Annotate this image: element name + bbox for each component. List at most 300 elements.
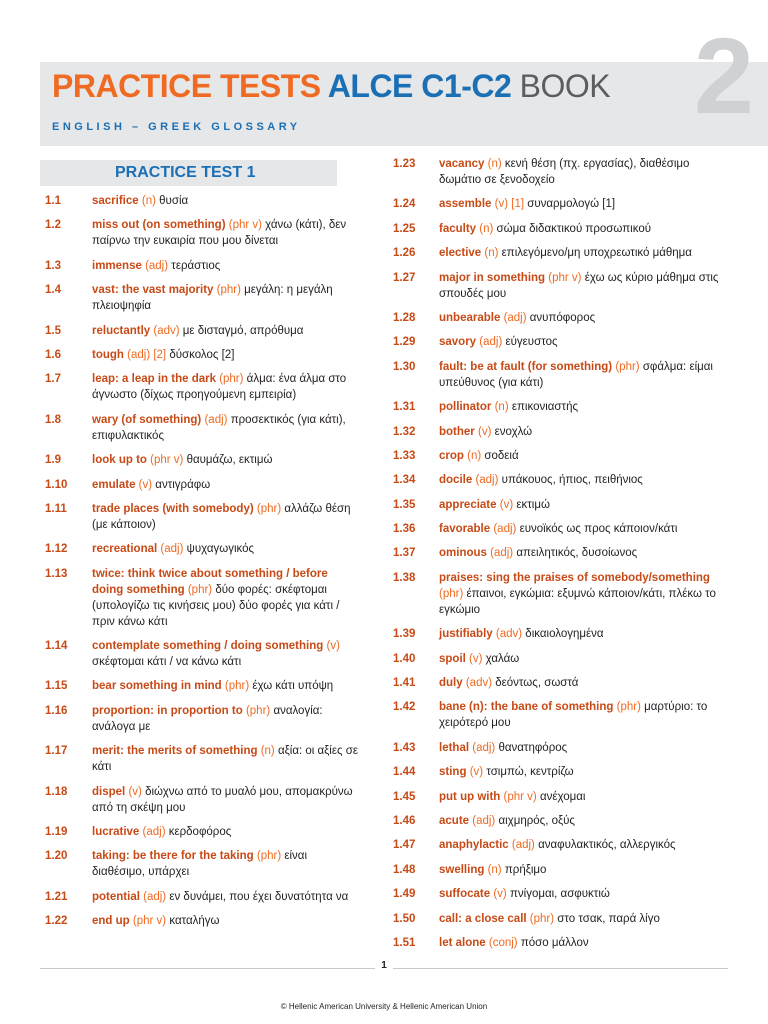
- entry-definition: εκτιμώ: [516, 498, 550, 511]
- entry-text: [92, 784, 362, 816]
- entry-term: lethal: [439, 741, 470, 754]
- entry-text: [92, 889, 362, 905]
- entry-part-of-speech: (adj): [503, 311, 527, 324]
- glossary-entry: [386, 545, 726, 561]
- glossary-entry: [386, 245, 726, 261]
- entry-text: [92, 541, 362, 557]
- entry-part-of-speech: (phr v): [228, 219, 262, 232]
- entry-part-of-speech: (phr): [616, 701, 641, 714]
- entry-definition: άλμα: ένα άλμα στο άγνωστο (δίχως προηγούμενη εμπειρία): [92, 373, 347, 402]
- entry-number: 1.7: [45, 373, 61, 386]
- entry-number: 1.47: [393, 839, 416, 852]
- entry-term: merit: the merits of something: [92, 745, 258, 758]
- entry-definition: τεράστιος: [171, 259, 221, 272]
- glossary-subtitle: ENGLISH – GREEK GLOSSARY: [52, 121, 301, 133]
- entry-definition: αλλάζω θέση (με κάποιον): [92, 502, 351, 531]
- entry-term: sting: [439, 766, 467, 779]
- glossary-entry: [386, 221, 726, 237]
- entry-part-of-speech: (phr v): [548, 271, 582, 284]
- entry-term: bear something in mind: [92, 680, 222, 693]
- entry-text: [439, 675, 726, 691]
- entry-number: 1.5: [45, 324, 61, 337]
- entry-term: justifiably: [439, 628, 493, 641]
- entry-number: 1.8: [45, 413, 61, 426]
- entry-term: taking: be there for the taking: [92, 850, 254, 863]
- entry-part-of-speech: (adj): [142, 826, 166, 839]
- entry-text: [439, 862, 726, 878]
- entry-text: [439, 399, 726, 415]
- glossary-entry: [40, 452, 362, 468]
- entry-definition: ψυχαγωγικός: [186, 543, 255, 556]
- entry-definition: αντιγράφω: [155, 478, 211, 491]
- entry-part-of-speech: (conj): [488, 936, 518, 949]
- entry-term: end up: [92, 915, 130, 928]
- entry-text: [439, 521, 726, 537]
- entry-definition: πνίγομαι, ασφυκτιώ: [509, 888, 610, 901]
- entry-part-of-speech: (adj): [472, 814, 496, 827]
- entry-part-of-speech: (adj): [160, 543, 184, 556]
- entry-term: reluctantly: [92, 324, 151, 337]
- entry-number: 1.21: [45, 890, 68, 903]
- entry-term: call: a close call: [439, 912, 527, 925]
- entry-number: 1.46: [393, 814, 416, 827]
- entry-definition: χαλάω: [485, 652, 520, 665]
- glossary-entry: [386, 196, 726, 212]
- entry-term: proportion: in proportion to: [92, 704, 243, 717]
- entry-definition: έχω ως κύριο μάθημα στις σπουδές μου: [439, 271, 719, 300]
- entry-term: anaphylactic: [439, 839, 509, 852]
- entry-text: [439, 334, 726, 350]
- entry-term: tough: [92, 348, 124, 361]
- entry-definition: καταλήγω: [169, 915, 220, 928]
- entry-text: [92, 477, 362, 493]
- entry-text: [439, 310, 726, 326]
- entry-definition: κερδοφόρος: [168, 826, 232, 839]
- entry-part-of-speech: (phr): [187, 583, 213, 596]
- entry-number: 1.20: [45, 850, 68, 863]
- entry-text: [439, 545, 726, 561]
- entry-text: [92, 913, 362, 929]
- entry-term: lucrative: [92, 826, 140, 839]
- glossary-entry: [40, 193, 362, 209]
- entry-definition: μεγάλη: η μεγάλη πλειοψηφία: [92, 284, 333, 313]
- entry-part-of-speech: (phr): [256, 850, 282, 863]
- glossary-entry: [386, 789, 726, 805]
- entry-term: look up to: [92, 454, 147, 467]
- glossary-entry: [40, 824, 362, 840]
- entry-part-of-speech: (phr): [216, 284, 241, 297]
- entry-definition: στο τσακ, παρά λίγο: [557, 912, 660, 925]
- entry-text: [92, 412, 362, 444]
- glossary-entry: [386, 837, 726, 853]
- glossary-entry: [386, 270, 726, 302]
- entry-number: 1.40: [393, 652, 416, 665]
- entry-part-of-speech: (adj): [493, 523, 517, 536]
- entry-term: dispel: [92, 785, 126, 798]
- entry-text: [92, 824, 362, 840]
- entry-term: suffocate: [439, 888, 491, 901]
- entry-part-of-speech: (adj): [145, 259, 169, 272]
- glossary-entry: [386, 448, 726, 464]
- entry-term: bother: [439, 425, 475, 438]
- entry-term: docile: [439, 474, 473, 487]
- entry-definition: με δισταγμό, απρόθυμα: [182, 324, 304, 337]
- glossary-entry: [40, 347, 362, 363]
- copyright-notice: © Hellenic American University & Hellenic American Union: [280, 1002, 488, 1011]
- entry-part-of-speech: (phr): [245, 704, 271, 717]
- entry-number: 1.28: [393, 311, 416, 324]
- glossary-entry: [386, 886, 726, 902]
- entry-text: [439, 497, 726, 513]
- entry-definition: θυσία: [159, 195, 189, 207]
- entry-part-of-speech: (phr v): [150, 454, 184, 467]
- entry-number: 1.32: [393, 425, 416, 438]
- entry-term: vast: the vast majority: [92, 284, 214, 297]
- entry-part-of-speech: (v): [477, 425, 492, 438]
- glossary-column-left: [40, 160, 362, 938]
- glossary-entry: [40, 541, 362, 557]
- glossary-entry: [40, 889, 362, 905]
- entry-number: 1.4: [45, 284, 61, 297]
- entry-part-of-speech: (adj): [204, 413, 228, 426]
- entry-number: 1.36: [393, 523, 416, 536]
- glossary-entry: [386, 424, 726, 440]
- entry-term: sacrifice: [92, 195, 139, 207]
- entry-text: [439, 789, 726, 805]
- entry-text: [439, 911, 726, 927]
- entry-text: [439, 472, 726, 488]
- glossary-entry: [386, 156, 726, 188]
- entry-number: 1.11: [45, 502, 67, 515]
- entry-text: [439, 813, 726, 829]
- entry-text: [439, 764, 726, 780]
- entry-text: [92, 678, 362, 694]
- entry-definition: διώχνω από το μυαλό μου, απομακρύνω από τη σκέψη μου: [92, 785, 353, 814]
- entry-text: [92, 638, 362, 670]
- entry-number: 1.30: [393, 360, 416, 373]
- entry-part-of-speech: (adv): [465, 677, 493, 690]
- entry-definition: αιχμηρός, οξύς: [498, 814, 575, 827]
- entry-term: miss out (on something): [92, 219, 226, 232]
- entry-number: 1.27: [393, 271, 416, 284]
- glossary-entry: [40, 477, 362, 493]
- entry-number: 1.1: [45, 195, 61, 207]
- entry-definition: πόσο μάλλον: [520, 936, 589, 949]
- entry-number: 1.35: [393, 498, 416, 511]
- entry-number: 1.45: [393, 790, 416, 803]
- entry-part-of-speech: (phr): [615, 360, 640, 373]
- entry-definition: ευνοϊκός ως προς κάποιον/κάτι: [519, 523, 678, 536]
- glossary-entry: [386, 651, 726, 667]
- entry-number: 1.31: [393, 401, 416, 414]
- glossary-entry: [386, 359, 726, 391]
- entry-definition: αναλογία: ανάλογα με: [92, 704, 323, 733]
- entry-number: 1.22: [45, 915, 68, 928]
- entry-definition: θαυμάζω, εκτιμώ: [186, 454, 273, 467]
- glossary-entry: [40, 848, 362, 880]
- entry-number: 1.50: [393, 912, 416, 925]
- entry-text: [439, 837, 726, 853]
- entry-text: [92, 848, 362, 880]
- entry-part-of-speech: (adj): [475, 474, 499, 487]
- title-practice-tests: PRACTICE TESTS: [52, 68, 321, 104]
- book-number: 2: [693, 15, 754, 136]
- entry-definition: εύγευστος: [505, 336, 558, 349]
- entry-text: [439, 270, 726, 302]
- entry-term: wary (of something): [92, 413, 202, 426]
- entry-part-of-speech: (v): [469, 652, 483, 665]
- entry-definition: αναφυλακτικός, αλλεργικός: [538, 839, 676, 852]
- entry-number: 1.48: [393, 863, 416, 876]
- entry-part-of-speech: (v) [1]: [494, 198, 525, 211]
- entry-number: 1.24: [393, 198, 416, 211]
- glossary-entry: [386, 813, 726, 829]
- glossary-entry: [386, 764, 726, 780]
- entry-text: [92, 452, 362, 468]
- entry-term: major in something: [439, 271, 546, 284]
- glossary-entry: [386, 570, 726, 618]
- entry-definition: ανυπόφορος: [529, 311, 596, 324]
- entry-term: let alone: [439, 936, 486, 949]
- entry-part-of-speech: (v): [326, 640, 340, 653]
- glossary-entry: [386, 334, 726, 350]
- entry-number: 1.42: [393, 701, 416, 714]
- entry-number: 1.37: [393, 547, 416, 560]
- entry-definition: υπάκουος, ήπιος, πειθήνιος: [501, 474, 643, 487]
- entry-term: contemplate something / doing something: [92, 640, 324, 653]
- entry-number: 1.10: [45, 478, 68, 491]
- entry-term: ominous: [439, 547, 487, 560]
- entry-term: assemble: [439, 198, 492, 211]
- entry-number: 1.26: [393, 247, 416, 260]
- entry-definition: θανατηφόρος: [498, 741, 568, 754]
- entry-number: 1.12: [45, 543, 68, 556]
- glossary-entry: [40, 412, 362, 444]
- entry-part-of-speech: (v): [493, 888, 507, 901]
- entry-part-of-speech: (v): [128, 785, 142, 798]
- entry-number: 1.34: [393, 474, 416, 487]
- entry-definition: απειλητικός, δυσοίωνος: [516, 547, 638, 560]
- entry-number: 1.14: [45, 640, 68, 653]
- entry-number: 1.49: [393, 888, 416, 901]
- glossary-entry: [386, 626, 726, 642]
- entry-text: [439, 699, 726, 731]
- entry-term: favorable: [439, 523, 491, 536]
- entry-part-of-speech: (adv): [495, 628, 523, 641]
- entry-definition: πρήξιμο: [504, 863, 547, 876]
- entry-term: duly: [439, 677, 463, 690]
- entry-part-of-speech: (v): [138, 478, 153, 491]
- entry-number: 1.43: [393, 741, 416, 754]
- entry-definition: σώμα διδακτικού προσωπικού: [496, 222, 652, 235]
- entry-part-of-speech: (phr): [256, 502, 282, 515]
- glossary-entry: [386, 935, 726, 951]
- entry-definition: μαρτύριο: το χειρότερό μου: [439, 701, 708, 730]
- entry-part-of-speech: (adj) [2]: [127, 348, 167, 361]
- glossary-entry: [386, 497, 726, 513]
- entry-definition: δύσκολος [2]: [169, 348, 235, 361]
- entry-text: [439, 651, 726, 667]
- entry-part-of-speech: (adv): [153, 324, 180, 337]
- entry-text: [439, 359, 726, 391]
- entry-text: [439, 886, 726, 902]
- glossary-entry: [40, 913, 362, 929]
- glossary-entry: [386, 740, 726, 756]
- entry-number: 1.33: [393, 449, 416, 462]
- glossary-entry: [40, 703, 362, 735]
- entry-term: savory: [439, 336, 477, 349]
- entry-text: [92, 282, 362, 314]
- entry-text: [92, 566, 362, 630]
- entry-definition: έπαινοι, εγκώμια: εξυμνώ κάποιον/κάτι, πλέκω το εγκώμιο: [439, 587, 716, 616]
- entry-part-of-speech: (v): [469, 766, 484, 779]
- glossary-entry: [386, 699, 726, 731]
- entry-part-of-speech: (adj): [472, 741, 496, 754]
- entry-number: 1.25: [393, 222, 416, 235]
- entry-number: 1.6: [45, 348, 61, 361]
- entry-term: bane (n): the bane of something: [439, 701, 614, 714]
- entry-text: [92, 501, 362, 533]
- entry-part-of-speech: (phr v): [503, 790, 537, 803]
- glossary-entry: [386, 675, 726, 691]
- entry-text: [92, 323, 362, 339]
- entry-definition: προσεκτικός (για κάτι), επιφυλακτικός: [92, 413, 346, 442]
- entry-part-of-speech: (phr): [224, 680, 250, 693]
- entry-term: recreational: [92, 543, 158, 556]
- entry-part-of-speech: (phr): [439, 587, 464, 600]
- glossary-entry: [40, 566, 362, 630]
- entry-number: 1.13: [45, 567, 68, 580]
- entry-term: pollinator: [439, 401, 492, 414]
- entry-definition: ενοχλώ: [494, 425, 533, 438]
- entry-part-of-speech: (adj): [479, 336, 503, 349]
- entry-number: 1.17: [45, 745, 68, 758]
- entry-definition: σφάλμα: είμαι υπεύθυνος (για κάτι): [439, 360, 713, 389]
- entry-part-of-speech: (n): [467, 449, 482, 462]
- entry-definition: επικονιαστής: [511, 401, 579, 414]
- entry-term: immense: [92, 259, 142, 272]
- entry-text: [92, 258, 362, 274]
- glossary-entry: [386, 521, 726, 537]
- entry-part-of-speech: (n): [487, 863, 502, 876]
- glossary-entry: [40, 282, 362, 314]
- entry-definition: έχω κάτι υπόψη: [252, 680, 334, 693]
- entry-definition: είναι διαθέσιμο, υπάρχει: [92, 850, 307, 879]
- entry-part-of-speech: (n): [494, 401, 509, 414]
- entry-definition: τσιμπώ, κεντρίζω: [486, 766, 574, 779]
- entry-definition: δύο φορές: σκέφτομαι (υπολογίζω τις κινήσεις μου) δύο φορές για κάτι / πριν κάνω κάτι: [92, 583, 340, 628]
- entry-number: 1.39: [393, 628, 416, 641]
- entry-number: 1.2: [45, 219, 61, 232]
- entry-term: spoil: [439, 652, 466, 665]
- glossary-entry: [40, 501, 362, 533]
- entry-term: trade places (with somebody): [92, 502, 254, 515]
- entry-part-of-speech: (v): [499, 498, 514, 511]
- glossary-entry: [40, 323, 362, 339]
- entry-term: fault: be at fault (for something): [439, 360, 613, 373]
- entry-definition: αξία: οι αξίες σε κάτι: [92, 745, 358, 774]
- entry-definition: δικαιολογημένα: [525, 628, 604, 641]
- glossary-entry: [386, 911, 726, 927]
- entry-part-of-speech: (adj): [511, 839, 535, 852]
- entry-part-of-speech: (n): [479, 222, 494, 235]
- entry-term: elective: [439, 247, 482, 260]
- entry-part-of-speech: (n): [487, 158, 502, 170]
- entry-definition: χάνω (κάτι), δεν παίρνω την ευκαιρία που μου δίνεται: [92, 219, 347, 248]
- glossary-entry: [40, 258, 362, 274]
- glossary-entry: [386, 310, 726, 326]
- entry-number: 1.23: [393, 158, 416, 170]
- entry-text: [439, 156, 726, 188]
- entry-text: [439, 424, 726, 440]
- entry-part-of-speech: (phr): [529, 912, 555, 925]
- entry-text: [439, 570, 726, 618]
- entry-definition: κενή θέση (πχ. εργασίας), διαθέσιμο δωμάτιο σε ξενοδοχείο: [439, 158, 690, 186]
- entry-term: swelling: [439, 863, 485, 876]
- entry-term: praises: sing the praises of somebody/something: [439, 571, 710, 584]
- entry-term: faculty: [439, 222, 477, 235]
- glossary-entry: [40, 217, 362, 249]
- entry-text: [439, 245, 726, 261]
- entry-text: [439, 626, 726, 642]
- entry-part-of-speech: (adj): [143, 890, 167, 903]
- entry-part-of-speech: (phr v): [132, 915, 167, 928]
- glossary-entry: [386, 399, 726, 415]
- entry-number: 1.38: [393, 571, 416, 584]
- glossary-entry: [40, 638, 362, 670]
- entry-term: potential: [92, 890, 140, 903]
- glossary-entry: [40, 743, 362, 775]
- entry-text: [439, 740, 726, 756]
- entry-term: leap: a leap in the dark: [92, 373, 216, 386]
- entry-text: [92, 193, 362, 209]
- entry-number: 1.19: [45, 826, 68, 839]
- entry-definition: σοδειά: [484, 449, 519, 462]
- entry-number: 1.15: [45, 680, 68, 693]
- entry-number: 1.44: [393, 766, 416, 779]
- page-number: 1: [0, 961, 768, 971]
- entry-text: [92, 371, 362, 403]
- entry-part-of-speech: (n): [260, 745, 275, 758]
- entry-definition: δεόντως, σωστά: [495, 677, 579, 690]
- entry-text: [92, 347, 362, 363]
- entry-term: appreciate: [439, 498, 497, 511]
- page-title: [52, 70, 610, 102]
- entry-term: twice: think twice about something / before doing something: [92, 567, 328, 596]
- entry-part-of-speech: (phr): [219, 373, 244, 386]
- entry-part-of-speech: (n): [141, 195, 156, 207]
- entry-text: [92, 217, 362, 249]
- entry-number: 1.18: [45, 785, 68, 798]
- entry-number: 1.3: [45, 259, 61, 272]
- entry-text: [439, 196, 726, 212]
- entry-term: unbearable: [439, 311, 501, 324]
- entry-text: [439, 935, 726, 951]
- entry-part-of-speech: (adj): [490, 547, 514, 560]
- entry-definition: επιλεγόμενο/μη υποχρεωτικό μάθημα: [501, 247, 692, 260]
- title-alce: ALCE C1-C2: [327, 68, 512, 104]
- entry-number: 1.29: [393, 336, 416, 349]
- entry-term: put up with: [439, 790, 501, 803]
- title-book: BOOK: [519, 68, 611, 104]
- section-heading: PRACTICE TEST 1: [40, 160, 337, 186]
- entry-text: [439, 221, 726, 237]
- glossary-entry: [386, 472, 726, 488]
- glossary-column-right: [386, 156, 726, 959]
- entry-number: 1.41: [393, 677, 416, 690]
- glossary-entry: [40, 678, 362, 694]
- entry-number: 1.16: [45, 704, 68, 717]
